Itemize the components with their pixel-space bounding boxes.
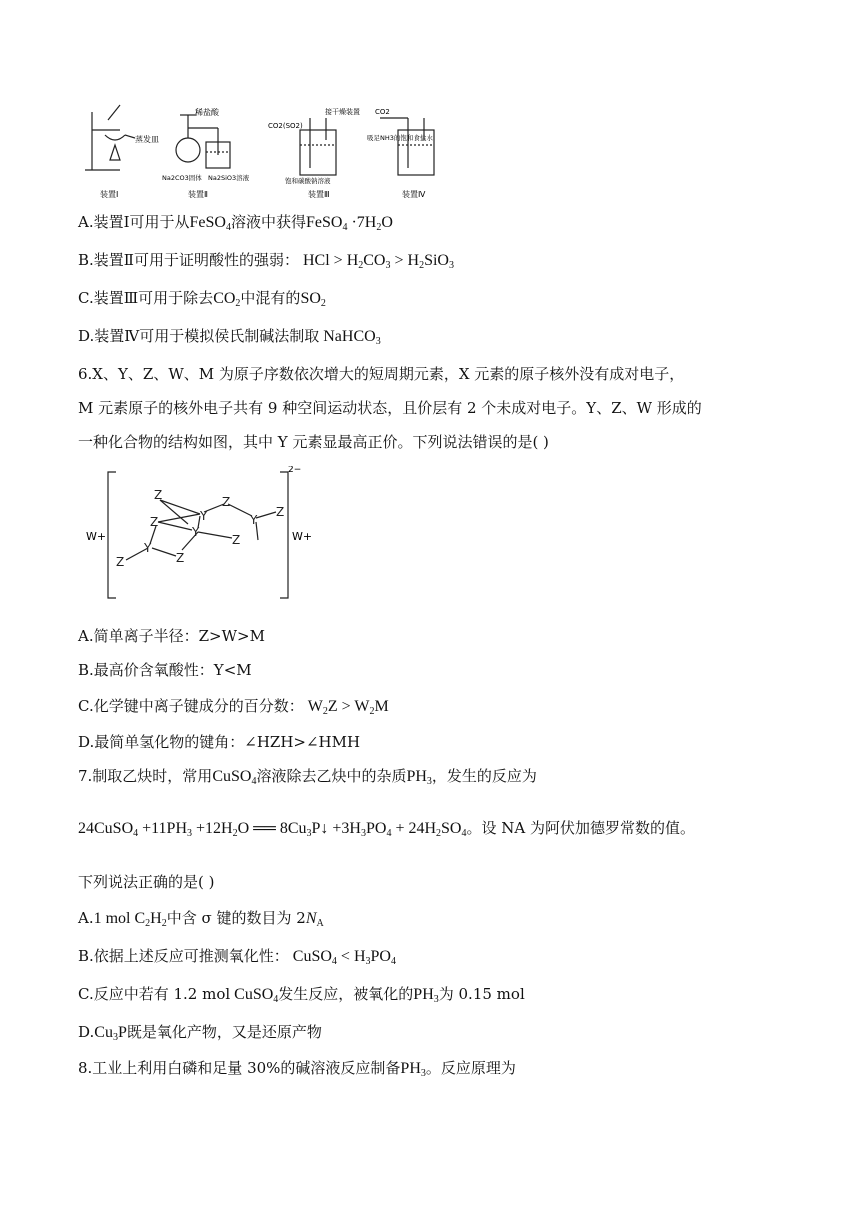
q7-option-b: B.依据上述反应可推测氧化性： CuSO$_4$ < $H_3PO_4$: [78, 947, 396, 967]
structure-figure: [80, 466, 330, 606]
q7-option-a: A.1 mol $C_2H_2$中含 σ 键的数目为 $2N_A$: [78, 909, 324, 929]
q6-stem-3: 一种化合物的结构如图，其中 Y 元素显最高正价。下列说法错误的是( ): [78, 433, 549, 451]
q6-option-a: A.简单离子半径：Z>W>M: [78, 627, 265, 645]
structure-drawing: [80, 466, 330, 606]
q5-option-d: D.装置Ⅳ可用于模拟侯氏制碱法制取 NaHCO$_3$: [78, 327, 381, 347]
q6-option-c: C.化学键中离子键成分的百分数： $W_2Z > W_2M$: [78, 697, 389, 717]
q6-stem-1: 6.X、Y、Z、W、M 为原子序数依次增大的短周期元素，X 元素的原子核外没有成对电子，: [78, 365, 685, 383]
svg-text:Z: Z: [232, 533, 241, 547]
svg-text:Z: Z: [154, 488, 163, 502]
svg-text:Z: Z: [150, 515, 159, 529]
q5-option-a: A.装置Ⅰ可用于从FeSO$_4$溶液中获得FeSO$_4$ $\cdot 7H_2O$: [78, 213, 393, 233]
svg-text:Y: Y: [200, 509, 208, 523]
label-jiegan: 接干燥装置: [325, 108, 360, 116]
svg-text:Z: Z: [176, 551, 185, 565]
q6-option-b: B.最高价含氧酸性：Y<M: [78, 661, 252, 679]
q7-option-d: $D.Cu_3P$既是氧化产物，又是还原产物: [78, 1023, 322, 1043]
label-co2: CO2: [375, 108, 390, 116]
apparatus-drawing: [80, 100, 450, 200]
svg-text:Z: Z: [222, 495, 231, 509]
caption-1: 装置Ⅰ: [100, 190, 119, 199]
label-xiyansuan: 稀盐酸: [195, 108, 219, 117]
apparatus-figure: [80, 100, 450, 200]
q7-option-c: C.反应中若有 1.2 mol CuSO$_4$发生反应，被氧化的$PH_3$为 0.15 mol: [78, 985, 525, 1005]
q5-option-c: C.装置Ⅲ可用于除去$CO_2$中混有的$SO_2$: [78, 289, 326, 309]
svg-text:Z: Z: [116, 555, 125, 569]
cation-right: W+: [292, 530, 313, 543]
svg-text:Y: Y: [192, 525, 200, 539]
q7-stem-1: 7.制取乙炔时，常用CuSO$_4$溶液除去乙炔中的杂质$PH_3$，发生的反应为: [78, 767, 537, 787]
caption-4: 装置Ⅳ: [402, 190, 426, 199]
q8-stem: 8.工业上利用白磷和足量 30%的碱溶液反应制备$PH_3$。反应原理为: [78, 1059, 516, 1079]
q7-stem-3: 下列说法正确的是( ): [78, 873, 215, 891]
label-zhengfamin: 蒸发皿: [135, 135, 159, 144]
anion-charge: 2−: [288, 466, 302, 475]
svg-text:Y: Y: [144, 541, 152, 555]
q7-equation: 24CuSO$_4$ $+11PH_3 +12H_2O$ ══ $8Cu_3P↓ +3H_3PO_4 + 24H_2SO_4$。设 NA 为阿伏加德罗常数的值。: [78, 819, 695, 839]
label-co2-so2: CO2(SO2): [268, 122, 303, 130]
label-nh3-brine: 吸足NH3的饱和食盐水: [367, 134, 433, 142]
q6-option-d: D.最简单氢化物的键角：∠HZH>∠HMH: [78, 733, 361, 751]
caption-3: 装置Ⅲ: [308, 190, 330, 199]
label-na2co3: Na2CO3固体: [162, 174, 202, 182]
q5-option-b: B.装置Ⅱ可用于证明酸性的强弱： HCl > $H_2CO_3 > H_2SiO_3$: [78, 251, 454, 271]
cation-left: W+: [86, 530, 107, 543]
svg-text:Z: Z: [276, 505, 285, 519]
label-na2sio3: Na2SiO3溶液: [208, 174, 250, 182]
label-bhtsq: 饱和碳酸钠溶液: [285, 177, 331, 185]
q6-stem-2: M 元素原子的核外电子共有 9 种空间运动状态，且价层有 2 个未成对电子。Y、Z、W 形成的: [78, 399, 702, 417]
caption-2: 装置Ⅱ: [188, 190, 208, 199]
svg-text:Y: Y: [250, 513, 258, 527]
